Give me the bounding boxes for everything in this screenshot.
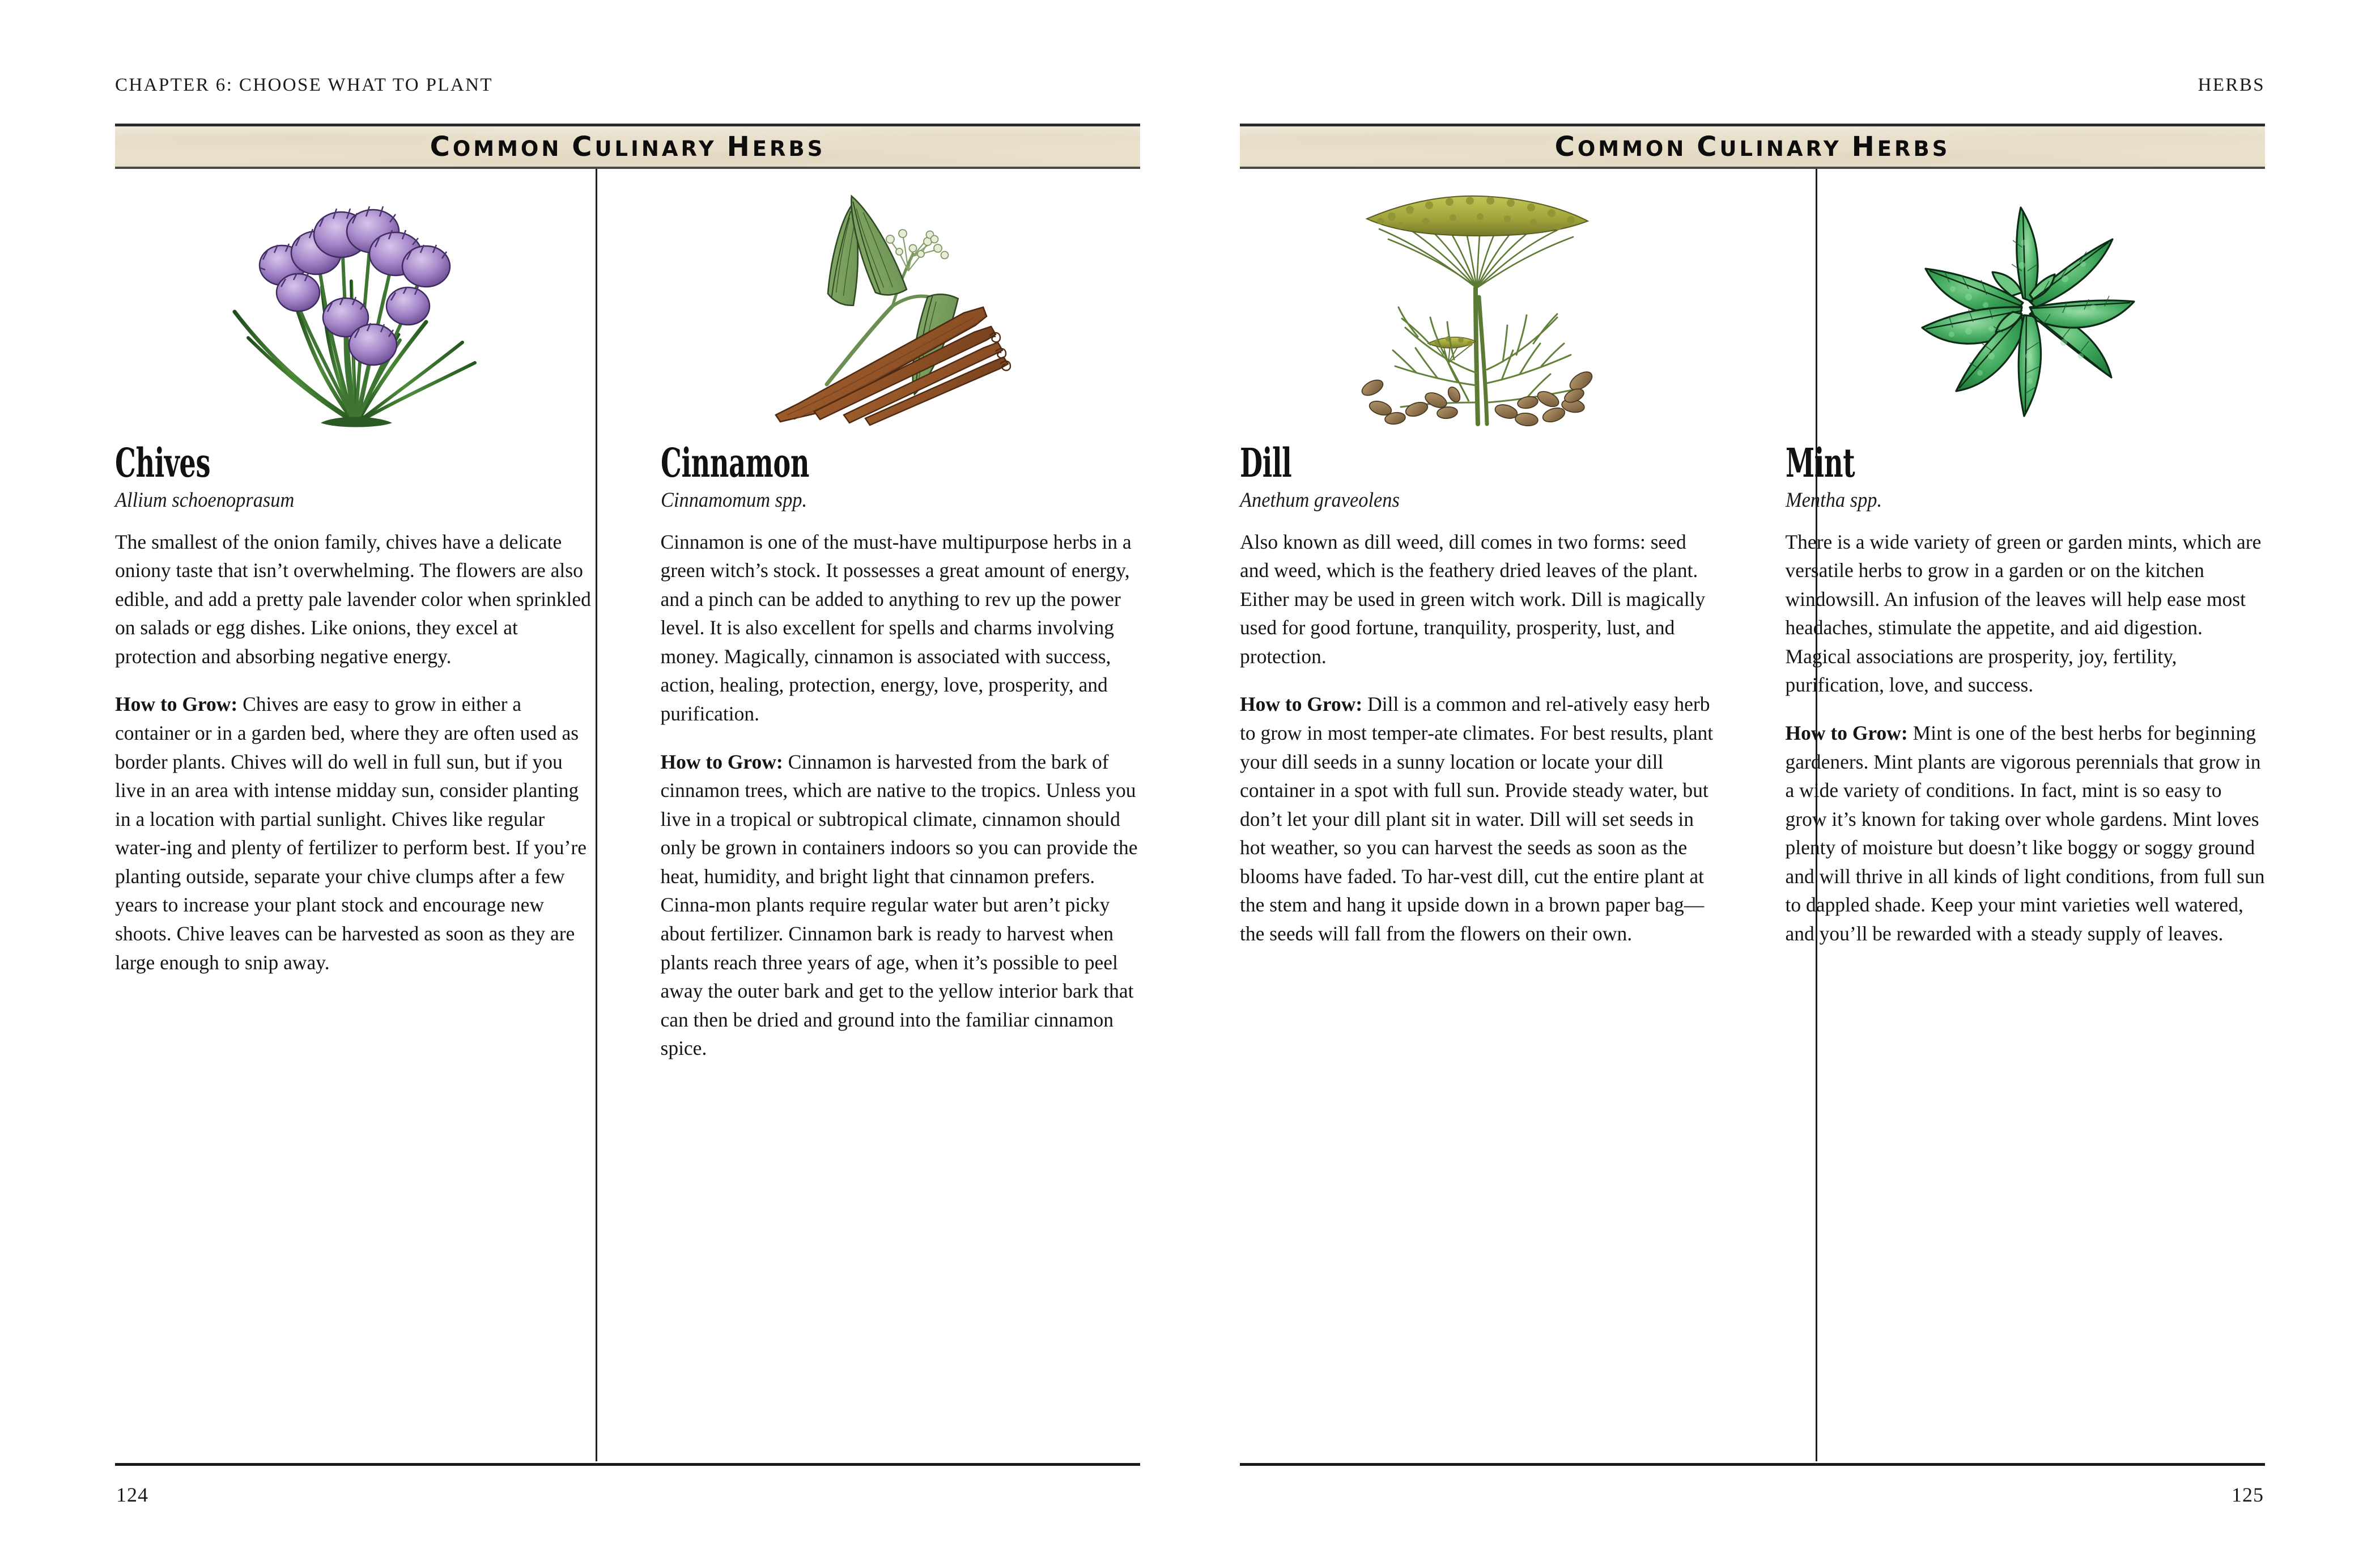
grow-label-chives: How to Grow: bbox=[115, 693, 238, 716]
herb-latin-dill: Anethum graveolens bbox=[1240, 489, 1400, 512]
herb-grow-dill bbox=[1240, 690, 1720, 948]
herb-name-dill: Dill bbox=[1240, 439, 1292, 486]
grow-text-dill: Dill is a common and rel‐atively easy herb to grow in most temper‐ate climates. For best results, plant your dill seeds in a sunny location or locate your dill container in a spot with full sun. Provide steady water, but don’t let your dill plant sit in water. Dill will set seeds in hot weather, so you can harvest the seeds as soon as the blooms have faded. To har‐vest dill, cut the entire plant at the stem and hang it upside down in a brown paper bag—the seeds will fall from the flowers on their own. bbox=[1240, 693, 1714, 945]
grow-text-mint: Mint is one of the best herbs for beginning gardeners. Mint plants are vigorous perennials that grow in a wide variety of conditions. In fact, mint is so easy to grow it’s known for taking over whole gardens. Mint loves plenty of moisture but doesn’t like boggy or soggy ground and will thrive in all kinds of light conditions, from full sun to dappled shade. Keep your mint varieties well watered, and you’ll be rewarded with a steady supply of leaves. bbox=[1785, 722, 2265, 945]
footer-rule-left bbox=[115, 1463, 1140, 1466]
grow-label-mint: How to Grow: bbox=[1785, 722, 1908, 745]
entry-dill bbox=[1240, 169, 1753, 1461]
dill-entry-text bbox=[1240, 430, 1720, 948]
entry-cinnamon bbox=[628, 169, 1141, 1461]
grow-label-cinnamon: How to Grow: bbox=[660, 750, 783, 773]
cinnamon-entry-text bbox=[661, 430, 1141, 1063]
herb-description-cinnamon: Cinnamon is one of the must‐have multipurpose herbs in a green witch’s stock. It possesses a great amount of energy, and a pinch can be added to anything to rev up the power level. It is also excellent for spells and charms involving money. Magically, cinnamon is associated with success, action, healing, protection, energy, love, prosperity, and purification. bbox=[660, 530, 1132, 726]
mint-illustration bbox=[1786, 169, 2266, 430]
herb-name-chives: Chives bbox=[115, 439, 211, 486]
section-banner-right bbox=[1240, 124, 2265, 169]
herb-name-cinnamon: Cinnamon bbox=[660, 439, 809, 486]
herb-description-dill: Also known as dill weed, dill comes in two forms: seed and weed, which is the feathery dried leaves of the plant. Either may be used in green witch work. Dill is magically used for good fortune, tranquility, prosperity, lust, and protection. bbox=[1240, 530, 1706, 668]
footer-rule-right bbox=[1240, 1463, 2265, 1466]
herb-latin-chives: Allium schoenoprasum bbox=[115, 489, 295, 512]
herb-latin-mint: Mentha spp. bbox=[1785, 489, 1882, 512]
chives-entry-text bbox=[115, 430, 595, 977]
dill-illustration bbox=[1240, 169, 1720, 430]
herb-grow-cinnamon bbox=[661, 748, 1141, 1063]
columns-right-page bbox=[1240, 169, 2265, 1461]
herb-grow-mint bbox=[1786, 719, 2266, 948]
section-banner-left bbox=[115, 124, 1140, 169]
running-head-right: HERBS bbox=[2198, 75, 2265, 95]
section-banner-title-left: COMMON CULINARY HERBS bbox=[430, 130, 826, 163]
herb-grow-chives bbox=[115, 690, 595, 977]
herb-description-chives: The smallest of the onion family, chives have a delicate oniony taste that isn’t overwhelming. The flowers are also edible, and add a pretty pale lavender color when sprinkled on salads or egg dishes. Like onions, they excel at protection and absorbing negative energy. bbox=[115, 530, 591, 668]
mint-entry-text bbox=[1786, 430, 2266, 948]
entry-mint bbox=[1753, 169, 2266, 1461]
page-number-right: 125 bbox=[2232, 1483, 2264, 1506]
page-number-left: 124 bbox=[116, 1483, 148, 1506]
cinnamon-illustration bbox=[661, 169, 1141, 430]
herb-description-mint: There is a wide variety of green or garden mints, which are versatile herbs to grow in a garden or on the kitchen windowsill. An infusion of the leaves will help ease most headaches, stimulate the appetite, and aid digestion. Magical associations are prosperity, joy, fertility, purification, love, and success. bbox=[1785, 530, 2262, 697]
running-head-left: CHAPTER 6: CHOOSE WHAT TO PLANT bbox=[115, 75, 493, 95]
section-banner-title-right: COMMON CULINARY HERBS bbox=[1554, 130, 1950, 163]
page-right bbox=[1190, 0, 2380, 1552]
chives-illustration bbox=[115, 169, 595, 430]
columns-left-page bbox=[115, 169, 1140, 1461]
grow-label-dill: How to Grow: bbox=[1240, 693, 1363, 716]
grow-text-cinnamon: Cinnamon is harvested from the bark of cinnamon trees, which are native to the tropics. Unless you live in a tropical or subtropical climate, cinnamon should only be grown in containers indoors so you can provide the heat, humidity, and bright light that cinnamon prefers. Cinna‐mon plants require regular water but aren’t picky about fertilizer. Cinnamon bark is ready to harvest when plants reach three years of age, when it’s possible to peel away the outer bark and get to the yellow interior bark that can then be dried and ground into the familiar cinnamon spice. bbox=[660, 750, 1138, 1060]
entry-chives bbox=[115, 169, 628, 1461]
grow-text-chives: Chives are easy to grow in either a container or in a garden bed, where they are often used as border plants. Chives will do well in full sun, but if you live in an area with intense midday sun, consider planting in a location with partial sunlight. Chives like regular water‐ing and plenty of fertilizer to perform best. If you’re planting outside, separate your chive clumps after a few years to increase your plant stock and encourage new shoots. Chive leaves can be harvested as soon as they are large enough to snip away. bbox=[115, 693, 586, 974]
herb-latin-cinnamon: Cinnamomum spp. bbox=[660, 489, 807, 512]
herb-name-mint: Mint bbox=[1785, 439, 1855, 486]
